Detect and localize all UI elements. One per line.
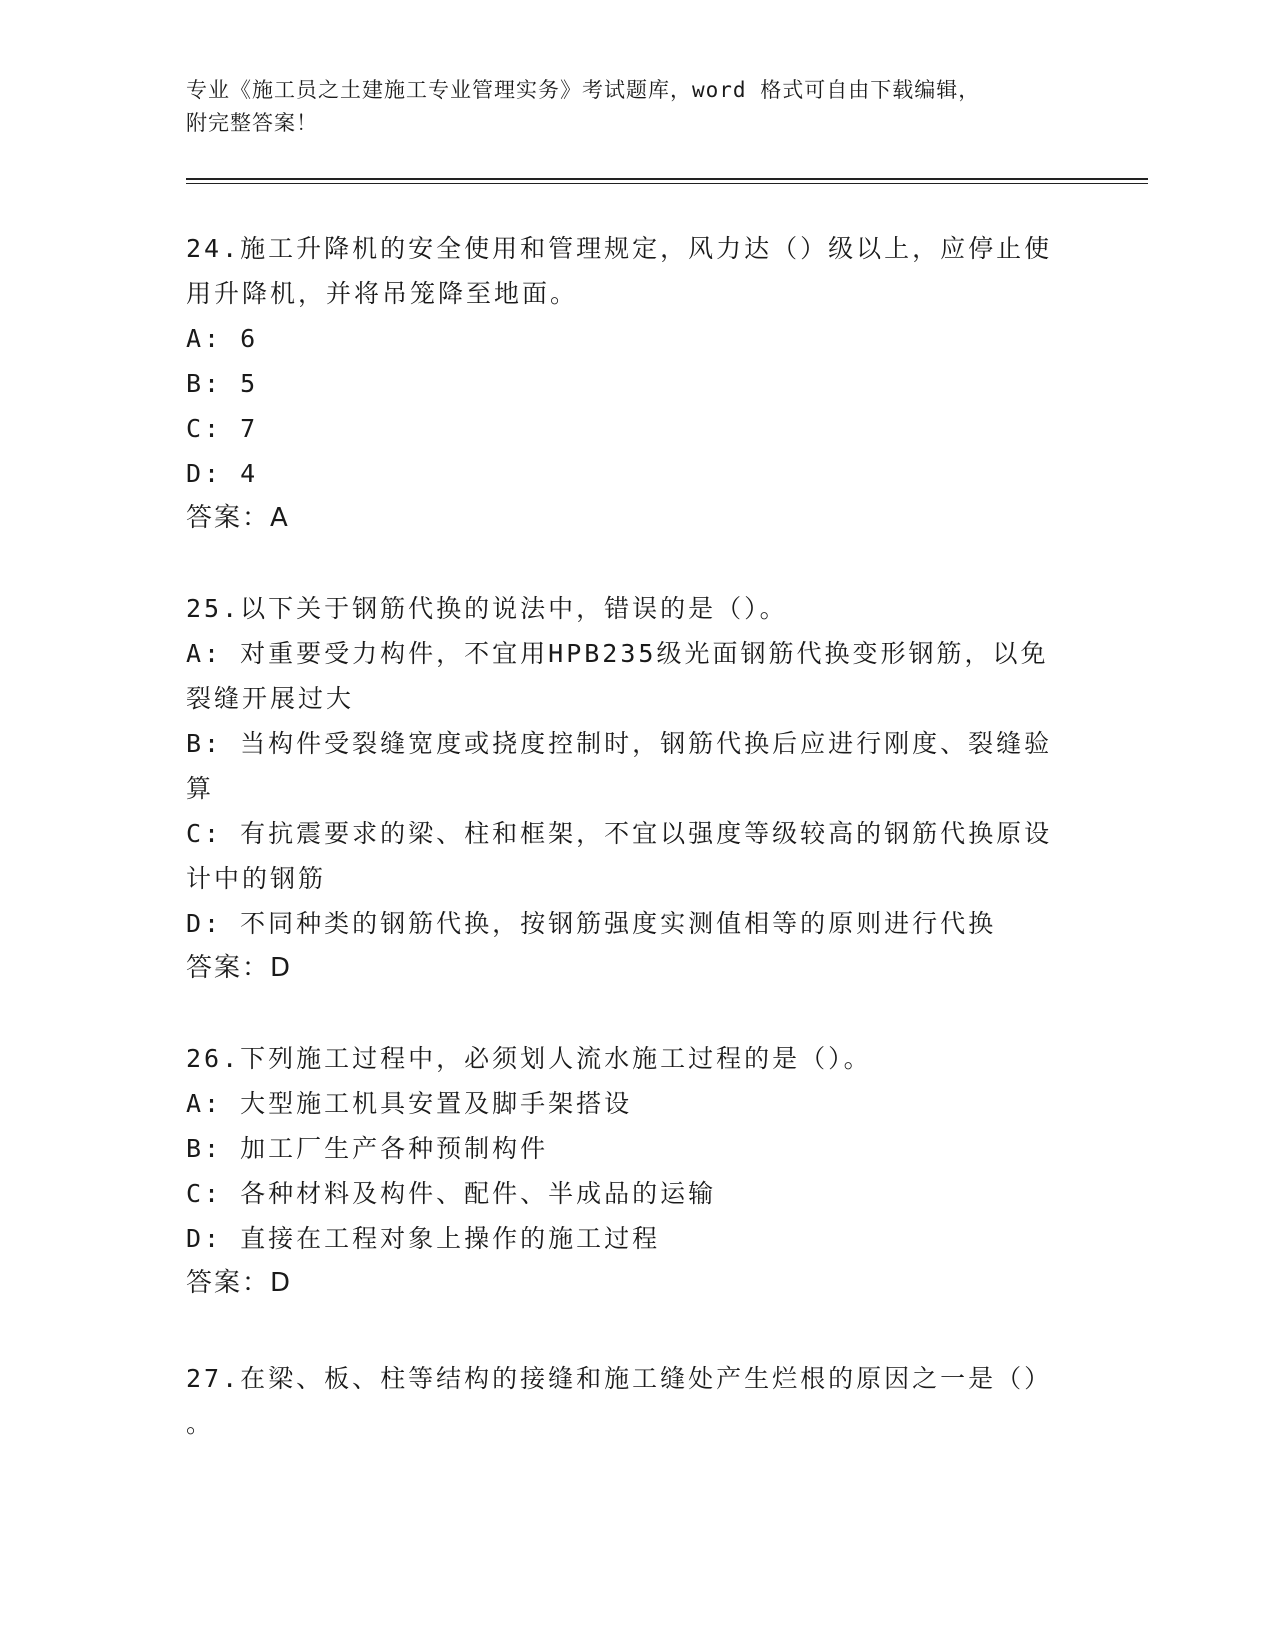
option-c-continued: 计中的钢筋 [186,864,327,893]
option-a: A: 6 [186,324,259,353]
option-c: C: 7 [186,414,259,443]
question-stem-line: 用升降机，并将吊笼降至地面。 [186,279,579,308]
question-stem-line: 26.下列施工过程中，必须划人流水施工过程的是（）。 [186,1044,872,1073]
question-27 [186,1356,1066,1446]
document-header [186,74,1066,140]
option-c: C: 各种材料及构件、配件、半成品的运输 [186,1179,717,1208]
option-a-continued: 裂缝开展过大 [186,684,355,713]
question-stem-line: 。 [186,1409,215,1438]
option-b: B: 加工厂生产各种预制构件 [186,1134,549,1163]
answer-label: 答案：A [186,503,290,533]
header-divider-thin [186,183,1148,184]
question-stem-line: 25.以下关于钢筋代换的说法中，错误的是（）。 [186,594,788,623]
question-24 [186,226,1066,541]
question-25 [186,586,1066,991]
option-b: B: 当构件受裂缝宽度或挠度控制时，钢筋代换后应进行刚度、裂缝验 [186,729,1053,758]
option-b-continued: 算 [186,774,215,803]
option-c: C: 有抗震要求的梁、柱和框架，不宜以强度等级较高的钢筋代换原设 [186,819,1053,848]
option-b: B: 5 [186,369,259,398]
option-d: D: 直接在工程对象上操作的施工过程 [186,1224,661,1253]
answer-label: 答案：D [186,1268,293,1298]
answer-label: 答案：D [186,953,293,983]
option-d: D: 4 [186,459,259,488]
header-line-1: 专业《施工员之土建施工专业管理实务》考试题库，word 格式可自由下载编辑， [186,78,981,102]
option-a: A: 大型施工机具安置及脚手架搭设 [186,1089,633,1118]
question-stem-line: 27.在梁、板、柱等结构的接缝和施工缝处产生烂根的原因之一是（） [186,1364,1053,1393]
header-divider [186,178,1148,180]
question-26 [186,1036,1066,1306]
question-stem-line: 24.施工升降机的安全使用和管理规定，风力达（）级以上，应停止使 [186,234,1053,263]
option-a: A: 对重要受力构件，不宜用HPB235级光面钢筋代换变形钢筋，以免 [186,639,1049,668]
option-d: D: 不同种类的钢筋代换，按钢筋强度实测值相等的原则进行代换 [186,909,997,938]
header-line-2: 附完整答案！ [186,111,318,135]
